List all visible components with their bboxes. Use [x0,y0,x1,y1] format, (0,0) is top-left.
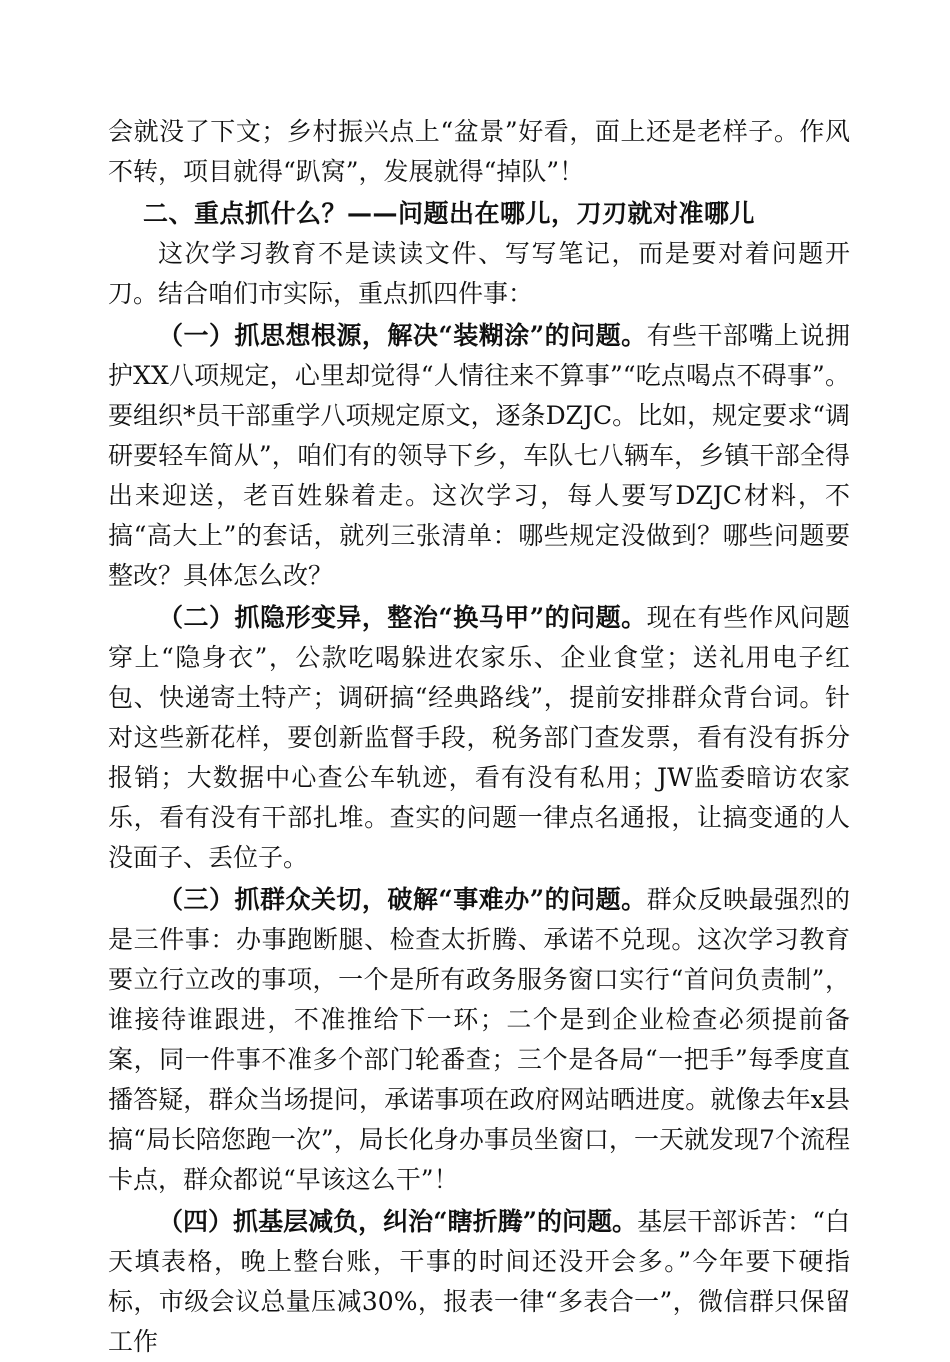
item-2-title: （二）抓隐形变异，整治“换马甲”的问题。 [158,603,647,632]
item-4-paragraph [108,1202,850,1362]
item-1-body: 有些干部嘴上说拥护XX八项规定，心里却觉得“人情往来不算事”“吃点喝点不碍事”。要组织*员干部重学八项规定原文，逐条DZJC。比如，规定要求“调研要轻车简从”，咱们有的领导下乡，车队七八辆车，乡镇干部全得出来迎送，老百姓躲着走。这次学习，每人要写DZJC材料，不搞“高大上”的套话，就列三张清单：哪些规定没做到？哪些问题要整改？具体怎么改？ [108,321,850,590]
section-heading: 二、重点抓什么？——问题出在哪儿，刀刃就对准哪儿 [143,199,756,228]
document-body [108,112,850,1362]
item-3-title: （三）抓群众关切，破解“事难办”的问题。 [158,885,647,914]
section-intro-paragraph: 这次学习教育不是读读文件、写写笔记，而是要对着问题开刀。结合咱们市实际，重点抓四件事： [108,239,850,308]
item-2-body: 现在有些作风问题穿上“隐身衣”，公款吃喝躲进农家乐、企业食堂；送礼用电子红包、快递寄土特产；调研搞“经典路线”，提前安排群众背台词。针对这些新花样，要创新监督手段，税务部门查发票，看有没有拆分报销；大数据中心查公车轨迹，看有没有私用；JW监委暗访农家乐，看有没有干部扎堆。查实的问题一律点名通报，让搞变通的人没面子、丢位子。 [108,603,850,872]
item-1-paragraph [108,316,850,596]
item-3-body: 群众反映最强烈的是三件事：办事跑断腿、检查太折腾、承诺不兑现。这次学习教育要立行立改的事项，一个是所有政务服务窗口实行“首问负责制”，谁接待谁跟进，不准推给下一环；二个是到企业检查必须提前备案，同一件事不准多个部门轮番查；三个是各局“一把手”每季度直播答疑，群众当场提问，承诺事项在政府网站晒进度。就像去年x县搞“局长陪您跑一次”，局长化身办事员坐窗口，一天就发现7个流程卡点，群众都说“早该这么干”！ [108,885,850,1194]
item-4-title: （四）抓基层减负，纠治“瞎折腾”的问题。 [158,1207,638,1236]
intro-continuation-paragraph: 会就没了下文；乡村振兴点上“盆景”好看，面上还是老样子。作风不转，项目就得“趴窝”，发展就得“掉队”！ [108,117,850,186]
item-1-title: （一）抓思想根源，解决“装糊涂”的问题。 [158,321,647,350]
item-2-paragraph [108,598,850,878]
item-4-body: 基层干部诉苦：“白天填表格，晚上整台账，干事的时间还没开会多。”今年要下硬指标，市级会议总量压减30%，报表一律“多表合一”，微信群只保留工作 [108,1207,850,1356]
item-3-paragraph [108,880,850,1200]
